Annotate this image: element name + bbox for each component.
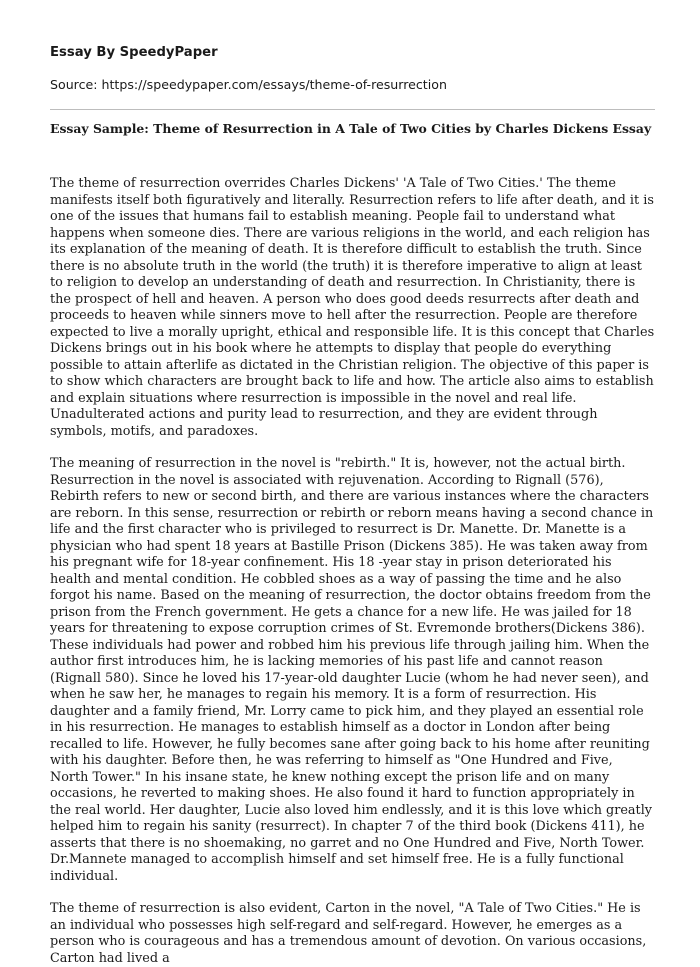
essay-paragraph: The theme of resurrection is also evident, Carton in the novel, "A Tale of Two Cities." He is an individual who possesses high self-regard and self-regard. However, he emerges as a person who is courageous and has a tremendous amount of devotion. On various occasions, Carton had lived a [50,901,647,966]
source-line [50,76,655,94]
essay-title: Essay Sample: Theme of Resurrection in A Tale of Two Cities by Charles Dickens Essay [50,121,652,136]
source-url: https://speedypaper.com/essays/theme-of-resurrection [101,77,447,92]
site-title: Essay By SpeedyPaper [50,45,218,60]
essay-body [50,176,655,967]
source-label: Source: [50,77,102,92]
header-divider [50,109,655,110]
essay-paragraph: The theme of resurrection overrides Charles Dickens' 'A Tale of Two Cities.' The theme manifests itself both figuratively and literally. Resurrection refers to life after death, and it is one of the issues that humans fail to establish meaning. People fail to understand what happens when someone dies. There are various religions in the world, and each religion has its explanation of the meaning of death. It is therefore difficult to establish the truth. Since there is no absolute truth in the world (the truth) it is therefore imperative to align at least to religion to develop an understanding of death and resurrection. In Christianity, there is the prospect of hell and heaven. A person who does good deeds resurrects after death and proceeds to heaven while sinners move to hell after the resurrection. People are therefore expected to live a morally upright, ethical and responsible life. It is this concept that Charles Dickens brings out in his book where he attempts to display that people do everything possible to attain afterlife as dictated in the Christian religion. The objective of this paper is to show which characters are brought back to life and how. The article also aims to establish and explain situations where resurrection is impossible in the novel and real life. Unadulterated actions and purity lead to resurrection, and they are evident through symbols, motifs, and paradoxes. [50,176,655,439]
essay-paragraph: The meaning of resurrection in the novel is "rebirth." It is, however, not the actual birth. Resurrection in the novel is associated with rejuvenation. According to Rignall (576), Rebirth refers to new or second birth, and there are various instances where the characters are reborn. In this sense, resurrection or rebirth or reborn means having a second chance in life and the first character who is privileged to resurrect is Dr. Manette. Dr. Manette is a physician who had spent 18 years at Bastille Prison (Dickens 385). He was taken away from his pregnant wife for 18-year confinement. His 18 -year stay in prison deteriorated his health and mental condition. He cobbled shoes as a way of passing the time and he also forgot his name. Based on the meaning of resurrection, the doctor obtains freedom from the prison from the French government. He gets a chance for a new life. He was jailed for 18 years for threatening to expose corruption crimes of St. Evremonde brothers(Dickens 386). These individuals had power and robbed him his previous life through jailing him. When the author first introduces him, he is lacking memories of his past life and cannot reason (Rignall 580). Since he loved his 17-year-old daughter Lucie (whom he had never seen), and when he saw her, he manages to regain his memory. It is a form of resurrection. His daughter and a family friend, Mr. Lorry came to pick him, and they played an essential role in his resurrection. He manages to establish himself as a doctor in London after being recalled to life. However, he fully becomes sane after going back to his home after reuniting with his daughter. Before then, he was referring to himself as "One Hundred and Five, North Tower." In his insane state, he knew nothing except the prison life and on many occasions, he reverted to making shoes. He also found it hard to function appropriately in the real world. Her daughter, Lucie also loved him endlessly, and it is this love which greatly helped him to regain his sanity (resurrect). In chapter 7 of the third book (Dickens 411), he asserts that there is no shoemaking, no garret and no One Hundred and Five, North Tower. Dr.Mannete managed to accomplish himself and set himself free. He is a fully functional individual. [50,456,654,884]
